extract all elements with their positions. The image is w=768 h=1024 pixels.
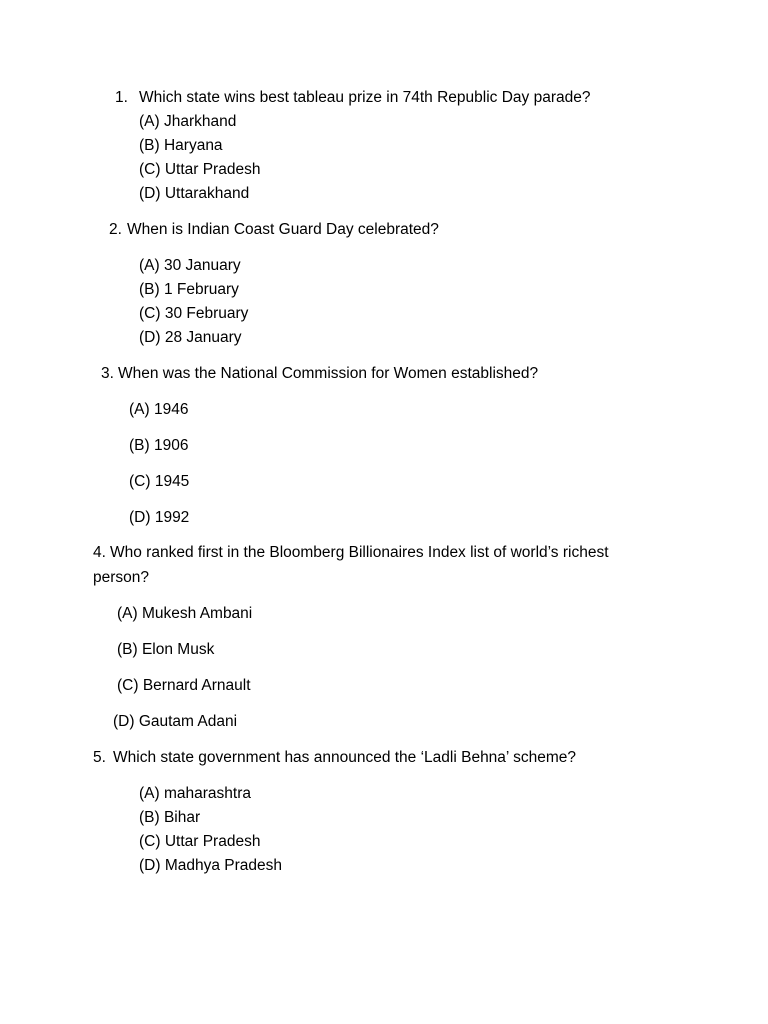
option-b: (B) 1906 bbox=[129, 437, 189, 454]
option-c: (C) 1945 bbox=[129, 473, 190, 490]
option-c: (C) 30 February bbox=[139, 305, 249, 322]
question-text: When was the National Commission for Women established? bbox=[118, 365, 539, 382]
option-d: (D) 28 January bbox=[139, 329, 242, 346]
option-a: (A) Jharkhand bbox=[139, 113, 237, 130]
question-number: 1. bbox=[115, 89, 128, 106]
option-a: (A) maharashtra bbox=[139, 785, 251, 802]
option-b: (B) Haryana bbox=[139, 137, 223, 154]
option-c: (C) Uttar Pradesh bbox=[139, 833, 261, 850]
option-a: (A) Mukesh Ambani bbox=[117, 605, 253, 622]
option-b: (B) Bihar bbox=[139, 809, 201, 826]
question-text-line-2: person? bbox=[93, 569, 150, 586]
option-b: (B) Elon Musk bbox=[117, 641, 215, 658]
question-text: Which state wins best tableau prize in 74th Republic Day parade? bbox=[139, 89, 591, 106]
option-c: (C) Bernard Arnault bbox=[117, 677, 251, 694]
option-a: (A) 1946 bbox=[129, 401, 189, 418]
question-text: Which state government has announced the ‘Ladli Behna’ scheme? bbox=[113, 749, 576, 766]
option-d: (D) 1992 bbox=[129, 509, 190, 526]
question-number: 5. bbox=[93, 749, 106, 766]
question-number: 4. bbox=[93, 544, 106, 561]
option-b: (B) 1 February bbox=[139, 281, 239, 298]
option-c: (C) Uttar Pradesh bbox=[139, 161, 261, 178]
question-number: 3. bbox=[101, 365, 114, 382]
option-d: (D) Uttarakhand bbox=[139, 185, 250, 202]
option-d: (D) Gautam Adani bbox=[113, 713, 238, 730]
question-text-line-1: Who ranked first in the Bloomberg Billionaires Index list of world’s richest bbox=[110, 544, 609, 561]
option-a: (A) 30 January bbox=[139, 257, 241, 274]
question-number: 2. bbox=[109, 221, 122, 238]
question-text: When is Indian Coast Guard Day celebrated? bbox=[127, 221, 439, 238]
option-d: (D) Madhya Pradesh bbox=[139, 857, 283, 874]
